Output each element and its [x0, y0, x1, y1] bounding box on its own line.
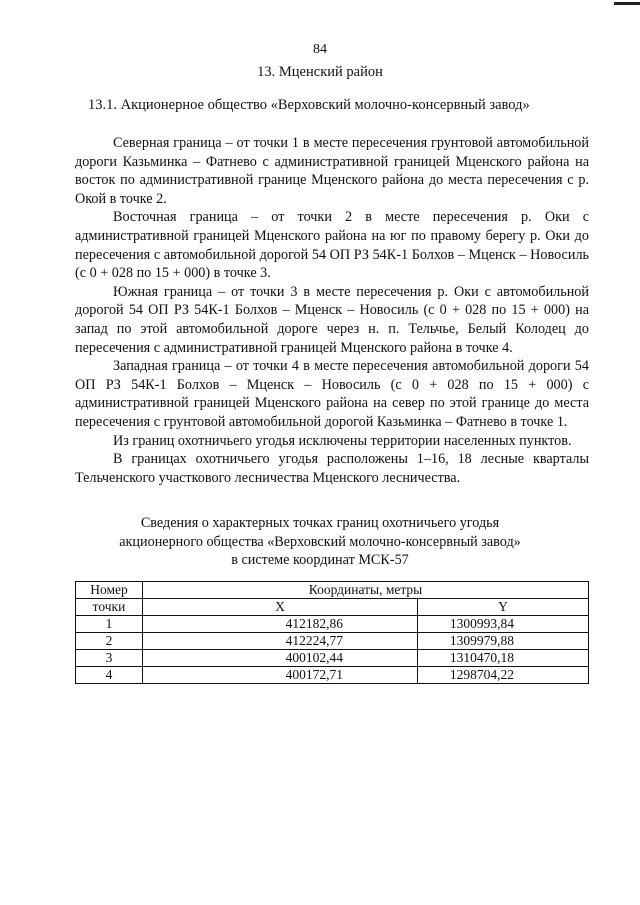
coord-y: 1309979,88	[418, 633, 589, 650]
point-number: 4	[76, 667, 143, 684]
coord-y: 1310470,18	[418, 650, 589, 667]
table-caption-line: в системе координат МСК-57	[231, 552, 409, 568]
coord-x: 400172,71	[143, 667, 418, 684]
coord-y: 1300993,84	[418, 616, 589, 633]
paragraph-west: Западная граница – от точки 4 в месте пересечения автомобильной дороги 54 ОП РЗ 54К-1 Болхов – Мценск – Новосиль (с 0 + 028 по 15 + 000) с административной границей Мценского района на север по этой границе до места пересечения с грунтовой автомобильной дорогой Казьминка – Фатнево в точке 1.	[75, 358, 589, 430]
header-y: Y	[418, 599, 589, 616]
point-number: 3	[76, 650, 143, 667]
table-row	[76, 667, 589, 684]
header-number: Номер	[76, 582, 143, 599]
header-x: X	[143, 599, 418, 616]
coordinates-table	[75, 581, 589, 684]
point-number: 2	[76, 633, 143, 650]
coord-x: 400102,44	[143, 650, 418, 667]
paragraph-south: Южная граница – от точки 3 в месте пересечения р. Оки с автомобильной дорогой 54 ОП РЗ 54К-1 Болхов – Мценск – Новосиль (с 0 + 028 по 15 + 000) на запад по этой автомобильной дороге через н. п. Тельчье, Белый Колодец до пересечения с административной границей Мценского района в точке 4.	[75, 283, 589, 356]
district-title: 13. Мценский район	[257, 64, 383, 80]
table-caption	[0, 514, 640, 570]
table-caption-line: акционерного общества «Верховский молочно-консервный завод»	[119, 533, 521, 550]
table-caption-line: Сведения о характерных точках границ охотничьего угодья	[140, 515, 500, 531]
table-row	[76, 633, 589, 650]
paragraph-forest-quarters: В границах охотничьего угодья расположены 1–16, 18 лесные кварталы Тельченского участкового лесничества Мценского лесничества.	[75, 451, 589, 486]
header-coordinates: Координаты, метры	[143, 582, 589, 599]
table-row	[76, 616, 589, 633]
coord-x: 412182,86	[143, 616, 418, 633]
paragraph-east: Восточная граница – от точки 2 в месте пересечения р. Оки с административной границей Мценского района на юг по правому берегу р. Оки до пересечения с автомобильной дорогой 54 ОП РЗ 54К-1 Болхов – Мценск – Новосиль (с 0 + 028 по 15 + 000) в точке 3.	[75, 209, 589, 282]
page-number: 84	[313, 42, 327, 57]
point-number: 1	[76, 616, 143, 633]
table-row	[76, 650, 589, 667]
coord-y: 1298704,22	[418, 667, 589, 684]
section-title: 13.1. Акционерное общество «Верховский молочно-консервный завод»	[88, 97, 530, 113]
paragraph-north: Северная граница – от точки 1 в месте пересечения грунтовой автомобильной дороги Казьминка – Фатнево с административной границей Мценского района на восток по административной границе Мценского района до места пересечения с р. Окой в точке 2.	[75, 135, 589, 207]
boundary-description	[75, 134, 589, 487]
paragraph-exclusions: Из границ охотничьего угодья исключены территории населенных пунктов.	[113, 432, 572, 449]
corner-mark	[614, 2, 640, 5]
coord-x: 412224,77	[143, 633, 418, 650]
header-number-2: точки	[76, 599, 143, 616]
